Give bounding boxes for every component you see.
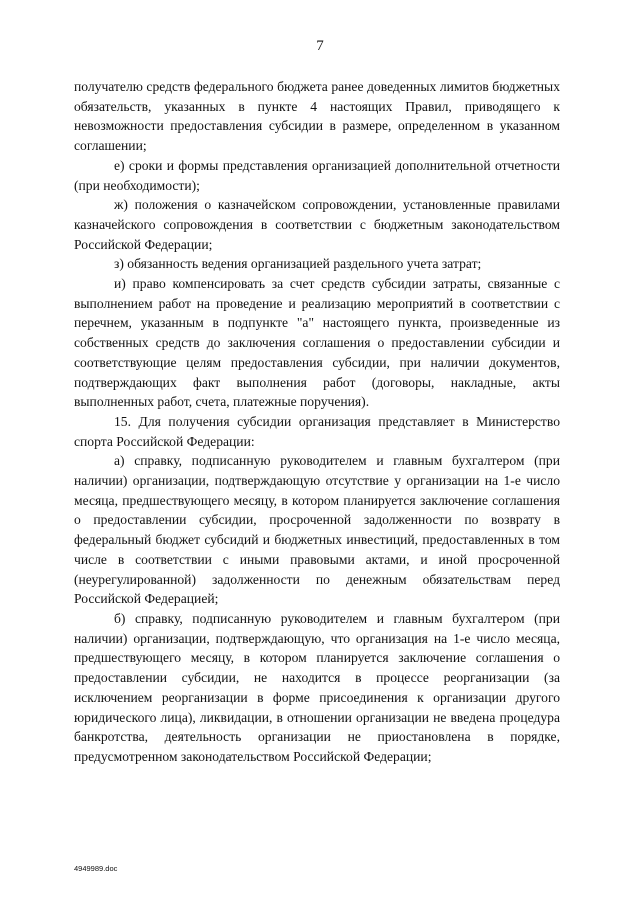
- paragraph-item-zh: ж) положения о казначейском сопровождении, установленные правилами казначейского сопровождения в соответствии с бюджетным законодательством Российской Федерации;: [74, 197, 560, 252]
- paragraph-clause-15: 15. Для получения субсидии организация представляет в Министерство спорта Российской Федерации:: [74, 413, 560, 449]
- paragraph-item-a: а) справку, подписанную руководителем и главным бухгалтером (при наличии) организации, подтверждающую отсутствие у организации на 1-е число месяца, предшествующего месяцу, в котором планируется заключение соглашения о предоставлении субсидии, просроченной задолженности по возврату в федеральный бюджет субсидий и бюджетных инвестиций, предоставленных в том числе в соответствии с иными правовыми актами, и иной просроченной (неурегулированной) задолженности по денежным обязательствам перед Российской Федерацией;: [74, 453, 560, 607]
- paragraph-item-i: и) право компенсировать за счет средств субсидии затраты, связанные с выполнением работ на проведение и реализацию мероприятий в соответствии с перечнем, указанным в подпункте "а" настоящего пункта, произведенные из собственных средств до заключения соглашения о предоставлении субсидии и соответствующие целям предоставления субсидии, при наличии документов, подтверждающих факт выполнения работ (договоры, накладные, акты выполненных работ, счета, платежные поручения).: [74, 276, 560, 410]
- document-body: [74, 77, 560, 767]
- file-name-footer: 4949989.doc: [74, 864, 118, 873]
- paragraph-item-z: з) обязанность ведения организацией раздельного учета затрат;: [114, 256, 482, 272]
- paragraph-item-e: е) сроки и формы представления организацией дополнительной отчетности (при необходимости);: [74, 157, 560, 193]
- paragraph-continuation: получателю средств федерального бюджета ранее доведенных лимитов бюджетных обязательств, указанных в пункте 4 настоящих Правил, приводящего к невозможности предоставления субсидии в размере, определенном в указанном соглашении;: [74, 79, 560, 154]
- paragraph-item-b: б) справку, подписанную руководителем и главным бухгалтером (при наличии) организации, подтверждающую, что организация на 1-е число месяца, предшествующего месяцу, в котором планируется заключение соглашения о предоставлении субсидии, не находится в процессе реорганизации (за исключением реорганизации в форме присоединения к организации другого юридического лица), ликвидации, в отношении организации не введена процедура банкротства, деятельность организации не приостановлена в порядке, предусмотренном законодательством Российской Федерации;: [74, 610, 560, 764]
- page-number: 7: [316, 38, 324, 54]
